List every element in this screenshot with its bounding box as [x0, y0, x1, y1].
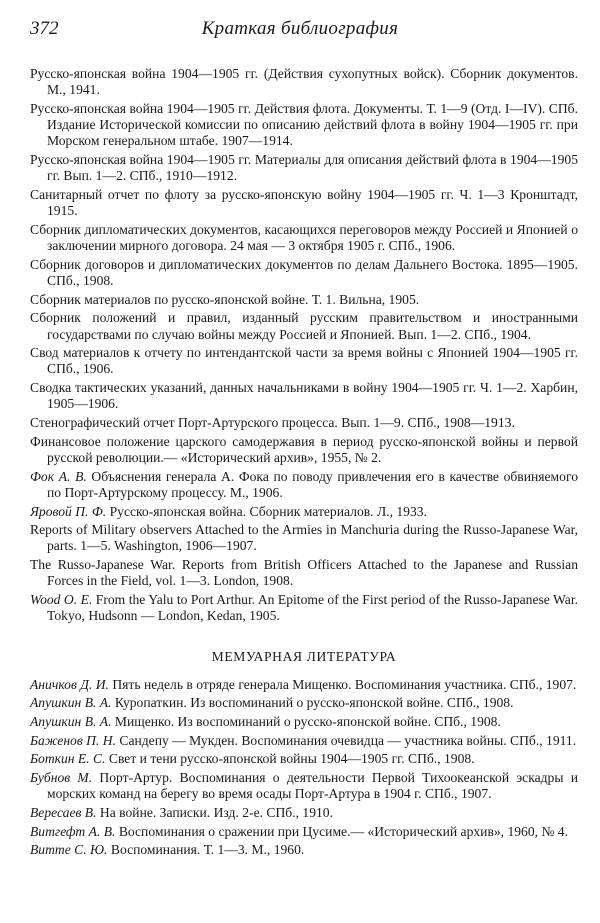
entry-text: Финансовое положение царского самодержавия в период русско-японской войны и первой русской революции.— «Исторический архив», 1955, № 2.: [30, 433, 578, 465]
bibliography-entry: [30, 101, 578, 150]
bibliography-entry: [30, 695, 578, 711]
entry-text: Сборник материалов по русско-японской войне. Т. 1. Вильна, 1905.: [30, 291, 420, 307]
bibliography-entry: [30, 187, 578, 219]
entry-author: Вересаев В.: [30, 804, 97, 820]
entry-text: На войне. Записки. Изд. 2-е. СПб., 1910.: [99, 804, 333, 820]
bibliography-entry: [30, 751, 578, 767]
bibliography-entry: [30, 469, 578, 501]
entry-text: Сборник дипломатических документов, касающихся переговоров между Россией и Японией о заключении мирного договора. 24 мая — 3 октября 1905 г. СПб., 1906.: [30, 221, 578, 254]
entry-text: The Russo-Japanese War. Reports from British Officers Attached to the Japanese and Russian Forces in the Field, vol. 1—3. London, 1908.: [30, 557, 578, 589]
bibliography-entry: [30, 677, 578, 693]
bibliography-entry: [30, 434, 578, 466]
entry-text: Сводка тактических указаний, данных начальниками в войну 1904—1905 гг. Ч. 1—2. Харбин, 1905—1906.: [30, 380, 578, 412]
entry-author: Баженов П. Н.: [30, 732, 116, 748]
entry-text: Русско-японская война 1904—1905 гг. Материалы для описания действий флота в 1904—1905 гг. Вып. 1—2. СПб., 1910—1912.: [30, 152, 578, 184]
entry-author: Фок А. В.: [30, 468, 87, 484]
entry-author: Яровой П. Ф.: [30, 503, 107, 519]
entry-author: Боткин Е. С.: [30, 751, 106, 767]
bibliography-entry: [30, 714, 578, 730]
bibliography-entry: [30, 557, 578, 589]
entry-text: Русско-японская война 1904—1905 гг. (Действия сухопутных войск). Сборник документов. М., 1941.: [30, 66, 578, 98]
bibliography-entry: [30, 733, 578, 749]
bibliography-entry: [30, 66, 578, 98]
entry-text: Пять недель в отряде генерала Мищенко. Воспоминания участника. СПб., 1907.: [112, 676, 577, 692]
entry-author: Витте С. Ю.: [30, 842, 108, 858]
entry-text: Свет и тени русско-японской войны 1904—1905 гг. СПб., 1908.: [108, 751, 475, 767]
entry-text: Порт-Артур. Воспоминания о деятельности Первой Тихоокеанской эскадры и морских команд на берегу во время осады Порт-Артура в 1904 г. СПб., 1907.: [47, 770, 578, 802]
bibliography-entry: [30, 222, 578, 254]
bibliography-body: [30, 66, 578, 861]
bibliography-entry: [30, 257, 578, 289]
entry-author: Апушкин В. А.: [30, 713, 112, 729]
entry-text: Русско-японская война. Сборник материалов. Л., 1933.: [109, 503, 427, 519]
entry-text: Свод материалов к отчету по интендантской части за время войны с Японией 1904—1905 гг. СПб., 1906.: [30, 345, 578, 377]
bibliography-list: [30, 66, 578, 625]
entry-author: Бубнов М.: [30, 770, 93, 786]
entry-author: Wood O. E.: [30, 592, 93, 608]
bibliography-entry: [30, 805, 578, 821]
bibliography-entry: [30, 310, 578, 342]
entry-text: Куропаткин. Из воспоминаний о русско-японской войне. СПб., 1908.: [114, 695, 514, 711]
bibliography-entry: [30, 380, 578, 412]
running-title: Краткая библиография: [201, 18, 399, 39]
bibliography-entry: [30, 592, 578, 624]
entry-text: From the Yalu to Port Arthur. An Epitome of the First period of the Russo-Japanese War. Tokyo, Hudsonn — London, Kedan, 1905.: [47, 592, 578, 624]
entry-text: Объяснения генерала А. Фока по поводу привлечения его в качестве обвиняемого по Порт-Артурскому процессу. М., 1906.: [47, 468, 578, 500]
memoir-list: [30, 677, 578, 859]
entry-text: Reports of Military observers Attached to the Armies in Manchuria during the Russo-Japanese War, parts. 1—5. Washington, 1906—1907.: [30, 522, 578, 554]
page-header: [30, 18, 570, 44]
bibliography-entry: [30, 770, 578, 802]
entry-author: Аничков Д. И.: [30, 676, 109, 692]
bibliography-entry: [30, 504, 578, 520]
entry-text: Стенографический отчет Порт-Артурского процесса. Вып. 1—9. СПб., 1908—1913.: [30, 415, 515, 431]
bibliography-entry: [30, 522, 578, 554]
entry-author: Апушкин В. А.: [30, 695, 112, 711]
bibliography-entry: [30, 824, 578, 840]
page-number: 372: [30, 18, 59, 39]
bibliography-entry: [30, 292, 578, 308]
entry-text: Воспоминания. Т. 1—3. М., 1960.: [110, 842, 305, 858]
entry-author: Витгефт А. В.: [30, 823, 116, 839]
memoir-section-heading: МЕМУАРНАЯ ЛИТЕРАТУРА: [211, 648, 397, 664]
entry-text: Воспоминания о сражении при Цусиме.— «Исторический архив», 1960, № 4.: [118, 823, 569, 839]
entry-text: Сборник договоров и дипломатических документов по делам Дальнего Востока. 1895—1905. СПб., 1908.: [30, 256, 578, 288]
entry-text: Русско-японская война 1904—1905 гг. Действия флота. Документы. Т. 1—9 (Отд. I—IV). СПб. Издание Исторической комиссии по описанию действий флота в войну 1904—1905 гг. при Морском генеральном штабе. 1907—1914.: [30, 100, 578, 149]
entry-text: Сандепу — Мукден. Воспоминания очевидца — участника войны. СПб., 1911.: [119, 732, 577, 748]
bibliography-entry: [30, 152, 578, 184]
bibliography-entry: [30, 842, 578, 858]
entry-text: Мищенко. Из воспоминаний о русско-японской войне. СПб., 1908.: [114, 713, 501, 729]
bibliography-entry: [30, 415, 578, 431]
bibliography-entry: [30, 345, 578, 377]
entry-text: Сборник положений и правил, изданный русским правительством и иностранными государствами по случаю войны между Россией и Японией. Вып. 1—2. СПб., 1904.: [30, 310, 578, 342]
entry-text: Санитарный отчет по флоту за русско-японскую войну 1904—1905 гг. Ч. 1—3 Кронштадт, 1915.: [30, 186, 578, 219]
